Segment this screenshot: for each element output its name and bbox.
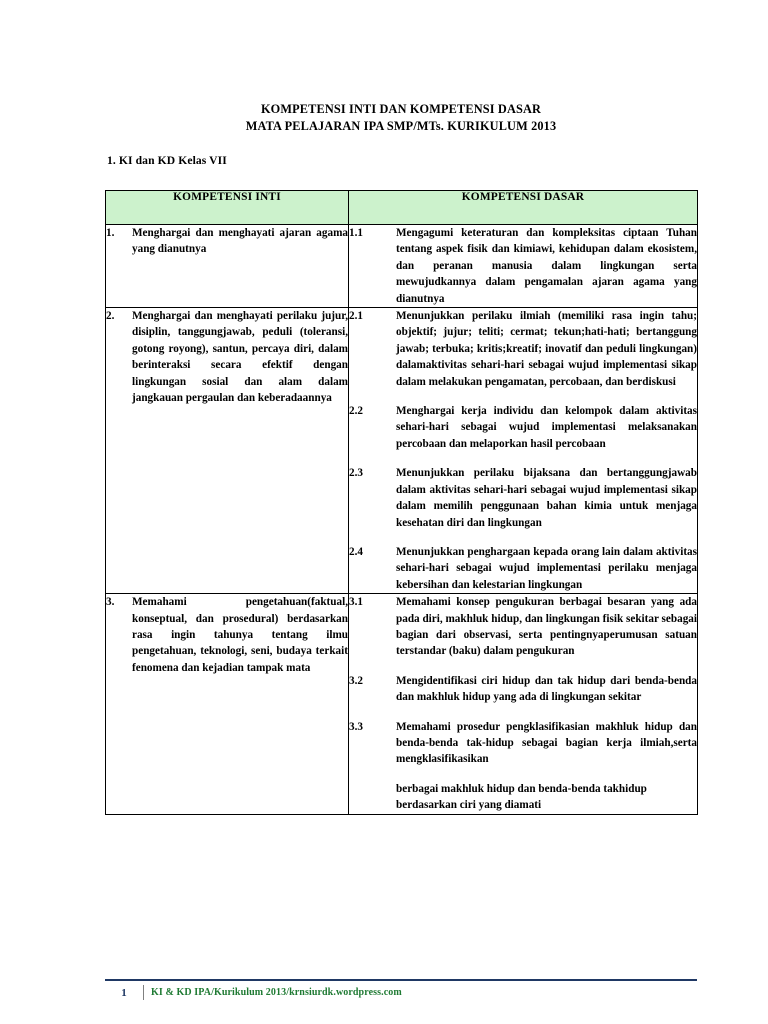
ki-text: Menghargai dan menghayati ajaran agama yang dianutnya [132, 227, 348, 256]
kd-cell-1 [349, 225, 698, 308]
table-row [106, 308, 698, 594]
title-line-1: KOMPETENSI INTI DAN KOMPETENSI DASAR [260, 102, 542, 116]
kd-number: 2.4 [349, 545, 363, 558]
table-header-row [106, 191, 698, 225]
kd-text: Memahami konsep pengukuran berbagai besaran yang ada pada diri, makhluk hidup, dan lingkungan fisik sekitar sebagai bagian dari observasi, serta pentingnyaperumusan satuan terstandar (baku) dalam pengukuran [396, 596, 697, 658]
ki-cell-2 [106, 308, 349, 594]
kd-number: 1.1 [349, 227, 363, 239]
column-header-kompetensi-inti: KOMPETENSI INTI [106, 191, 349, 225]
kd-item [349, 308, 697, 390]
footer-separator [143, 985, 144, 1000]
ki-cell-1 [106, 225, 349, 308]
footer-path-text: KI & KD IPA/Kurikulum 2013/krnsiurdk.wordpress.com [151, 987, 402, 998]
ki-cell-3 [106, 594, 349, 814]
ki-number: 3. [106, 596, 115, 609]
kd-item [349, 465, 697, 531]
ki-text: Menghargai dan menghayati perilaku jujur, disiplin, tanggungjawab, peduli (toleransi, gotong royong), santun, percaya diri, dalam berinteraksi secara efektif dengan lingkungan sosial dan alam dalam jangkauan pergaulan dan keberadaannya [132, 310, 348, 405]
kd-text: Mengidentifikasi ciri hidup dan tak hidup dari benda-benda dan makhluk hidup yang ada di lingkungan sekitar [396, 674, 697, 704]
ki-item [106, 594, 348, 676]
kd-number: 3.2 [349, 674, 363, 687]
kd-text: Mengagumi keteraturan dan kompleksitas ciptaan Tuhan tentang aspek fisik dan kimiawi, kehidupan dalam ekosistem, dan peranan manusia dalam lingkungan serta mewujudkannya dalam pengamalan ajaran agama yang dianutnya [396, 227, 697, 305]
kd-item [349, 403, 697, 452]
kd-cell-3 [349, 594, 698, 814]
kd-text: Menunjukkan perilaku ilmiah (memiliki rasa ingin tahu; objektif; jujur; teliti; cermat; tekun;hati-hati; bertanggung jawab; terbuka; kritis;kreatif; inovatif dan peduli lingkungan) dalamaktivitas sehari-hari sebagai wujud implementasi sikap dalam melakukan pengamatan, percobaan, dan berdiskusi [396, 310, 697, 388]
kd-text: Menunjukkan penghargaan kepada orang lain dalam aktivitas sehari-hari sebagai wujud implementasi perilaku menjaga kebersihan dan kelestarian lingkungan [396, 545, 697, 591]
kd-item [349, 594, 697, 660]
section-heading: 1. KI dan KD Kelas VII [107, 154, 227, 167]
ki-item [106, 225, 348, 258]
footer-divider [105, 979, 697, 981]
kd-item [349, 225, 697, 307]
kd-number: 2.3 [349, 467, 363, 480]
title-line-2: MATA PELAJARAN IPA SMP/MTs. KURIKULUM 2013 [245, 118, 557, 133]
column-header-kompetensi-dasar: KOMPETENSI DASAR [349, 191, 698, 225]
ki-item [106, 308, 348, 406]
kd-item [349, 719, 697, 814]
kikd-table [105, 190, 698, 815]
kd-text: Menunjukkan perilaku bijaksana dan bertanggungjawab dalam aktivitas sehari-hari sebagai wujud implementasi sikap dalam memilih penggunaan bahan kimia untuk menjaga kesehatan diri dan lingkungan [396, 467, 697, 529]
kd-text: Menghargai kerja individu dan kelompok dalam aktivitas sehari-hari sebagai wujud implementasi melaksanakan percobaan dan melaporkan hasil percobaan [396, 405, 697, 450]
kd-text-multi [396, 719, 697, 814]
page-footer [105, 985, 697, 1000]
kd-number: 2.1 [349, 310, 363, 323]
document-title [105, 101, 697, 134]
ki-text: Memahami pengetahuan(faktual, konseptual, dan prosedural) berdasarkan rasa ingin tahunya tentang ilmu pengetahuan, teknologi, seni, budaya terkait fenomena dan kejadian tampak mata [132, 596, 348, 674]
kd-text-part-1: Memahami prosedur pengklasifikasian makhluk hidup dan benda-benda tak-hidup sebagai bagian kerja ilmiah,serta mengklasifikasikan [396, 720, 697, 766]
table-row [106, 225, 698, 308]
kd-number: 2.2 [349, 405, 363, 418]
kd-item [349, 673, 697, 706]
ki-number: 2. [106, 310, 115, 323]
ki-number: 1. [106, 227, 115, 239]
kd-text-part-2: berbagai makhluk hidup dan benda-benda takhidup berdasarkan ciri yang diamati [396, 782, 647, 812]
footer-page-number: 1 [121, 986, 127, 999]
kd-cell-2 [349, 308, 698, 594]
table-row [106, 594, 698, 814]
kd-number: 3.3 [349, 720, 363, 733]
kd-number: 3.1 [349, 596, 363, 609]
kd-item [349, 544, 697, 593]
